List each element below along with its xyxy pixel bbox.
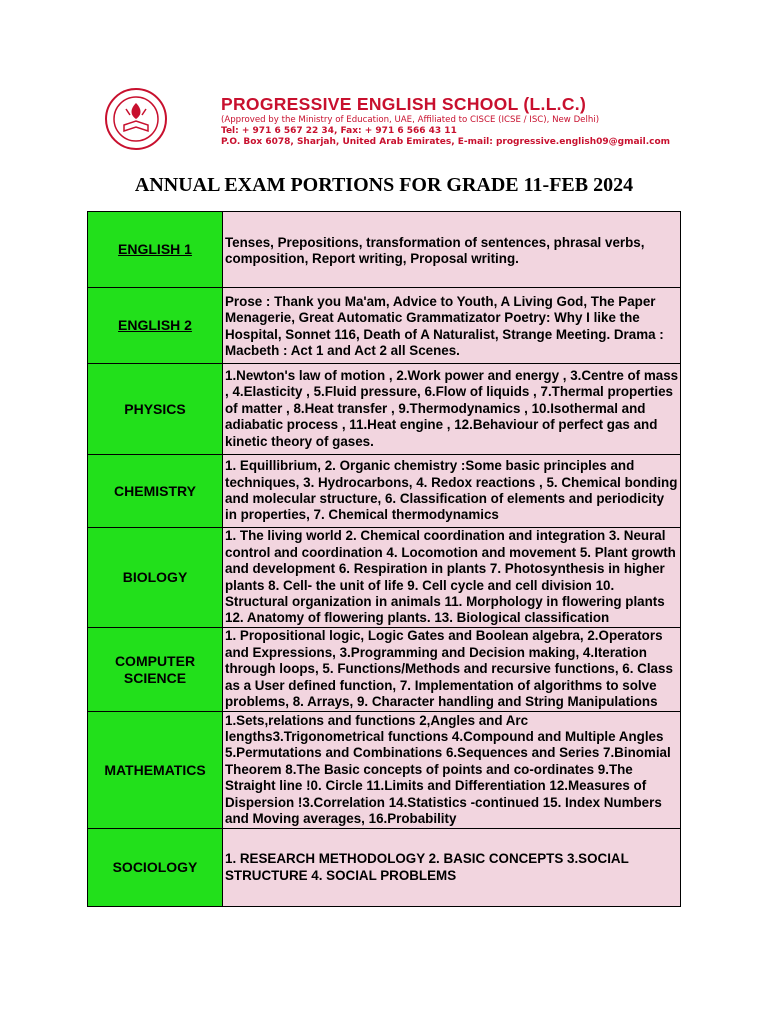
portions-cell: 1.Newton's law of motion , 2.Work power and energy , 3.Centre of mass , 4.Elasticity , 5.Fluid pressure, 6.Flow of liquids , 7.Thermal properties of matter , 8.Heat transfer , 9.Thermodynamics , 10.Isothermal and adiabatic process , 11.Heat engine , 12.Behaviour of perfect gas and kinetic theory of gases. [223, 364, 681, 455]
subject-cell [88, 288, 223, 364]
portions-cell: 1.Sets,relations and functions 2,Angles and Arc lengths3.Trigonometrical functions 4.Compound and Multiple Angles 5.Permutations and Combinations 6.Sequences and Series 7.Binomial Theorem 8.The Basic concepts of points and co-ordinates 9.The Straight line !0. Circle 11.Limits and Differentiation 12.Measures of Dispersion !3.Correlation 14.Statistics -continued 15. Index Numbers and Moving averages, 16.Probability [223, 712, 681, 829]
address-text: P.O. Box 6078, Sharjah, United Arab Emirates, E-mail: progressive.english09@gmail.com [221, 137, 671, 147]
portions-cell: Prose : Thank you Ma'am, Advice to Youth, A Living God, The Paper Menagerie, Great Automatic Grammatizator Poetry: Why I like the Hospital, Sonnet 116, Death of A Naturalist, Strange Meeting. Drama : Macbeth : Act 1 and Act 2 all Scenes. [223, 288, 681, 364]
table-row [88, 628, 681, 712]
table-row [88, 528, 681, 628]
portions-cell: 1. Equillibrium, 2. Organic chemistry :Some basic principles and techniques, 3. Hydrocarbons, 4. Redox reactions , 5. Chemical bonding and molecular structure, 6. Classification of elements and periodicity in properties, 7. Chemical thermodynamics [223, 455, 681, 528]
school-name: PROGRESSIVE ENGLISH SCHOOL (L.L.C.) [221, 94, 587, 114]
subject-cell: SOCIOLOGY [88, 829, 223, 907]
table-row [88, 712, 681, 829]
page-title: ANNUAL EXAM PORTIONS FOR GRADE 11-FEB 2024 [134, 174, 634, 196]
table-row [88, 364, 681, 455]
school-header [104, 87, 704, 157]
portions-cell: 1. Propositional logic, Logic Gates and Boolean algebra, 2.Operators and Expressions, 3.Programming and Decision making, 4.Iteration through loops, 5. Functions/Methods and recursive functions, 6. Class as a User defined function, 7. Implementation of algorithms to solve problems, 8. Arrays, 9. Character handling and String Manipulations [223, 628, 681, 712]
subject-cell: BIOLOGY [88, 528, 223, 628]
subject-cell: CHEMISTRY [88, 455, 223, 528]
table-row [88, 288, 681, 364]
subject-cell [88, 212, 223, 288]
school-logo [104, 87, 168, 151]
subject-label: ENGLISH 1 [118, 241, 192, 257]
table-row [88, 212, 681, 288]
subject-label: ENGLISH 2 [118, 317, 192, 333]
portions-cell: 1. The living world 2. Chemical coordination and integration 3. Neural control and coordination 4. Locomotion and movement 5. Plant growth and development 6. Respiration in plants 7. Photosynthesis in higher plants 8. Cell- the unit of life 9. Cell cycle and cell division 10. Structural organization in animals 11. Morphology in flowering plants 12. Anatomy of flowering plants. 13. Biological classification [223, 528, 681, 628]
portions-cell: 1. RESEARCH METHODOLOGY 2. BASIC CONCEPTS 3.SOCIAL STRUCTURE 4. SOCIAL PROBLEMS [223, 829, 681, 907]
contact-text: Tel: + 971 6 567 22 34, Fax: + 971 6 566 43 11 [221, 126, 457, 136]
portions-cell: Tenses, Prepositions, transformation of sentences, phrasal verbs, composition, Report writing, Proposal writing. [223, 212, 681, 288]
approval-text: (Approved by the Ministry of Education, UAE, Affiliated to CISCE (ICSE / ISC), New Delhi) [221, 115, 600, 125]
table-row [88, 455, 681, 528]
portions-table [87, 211, 681, 907]
subject-cell: COMPUTER SCIENCE [88, 628, 223, 712]
subject-cell: PHYSICS [88, 364, 223, 455]
table-row [88, 829, 681, 907]
subject-cell: MATHEMATICS [88, 712, 223, 829]
